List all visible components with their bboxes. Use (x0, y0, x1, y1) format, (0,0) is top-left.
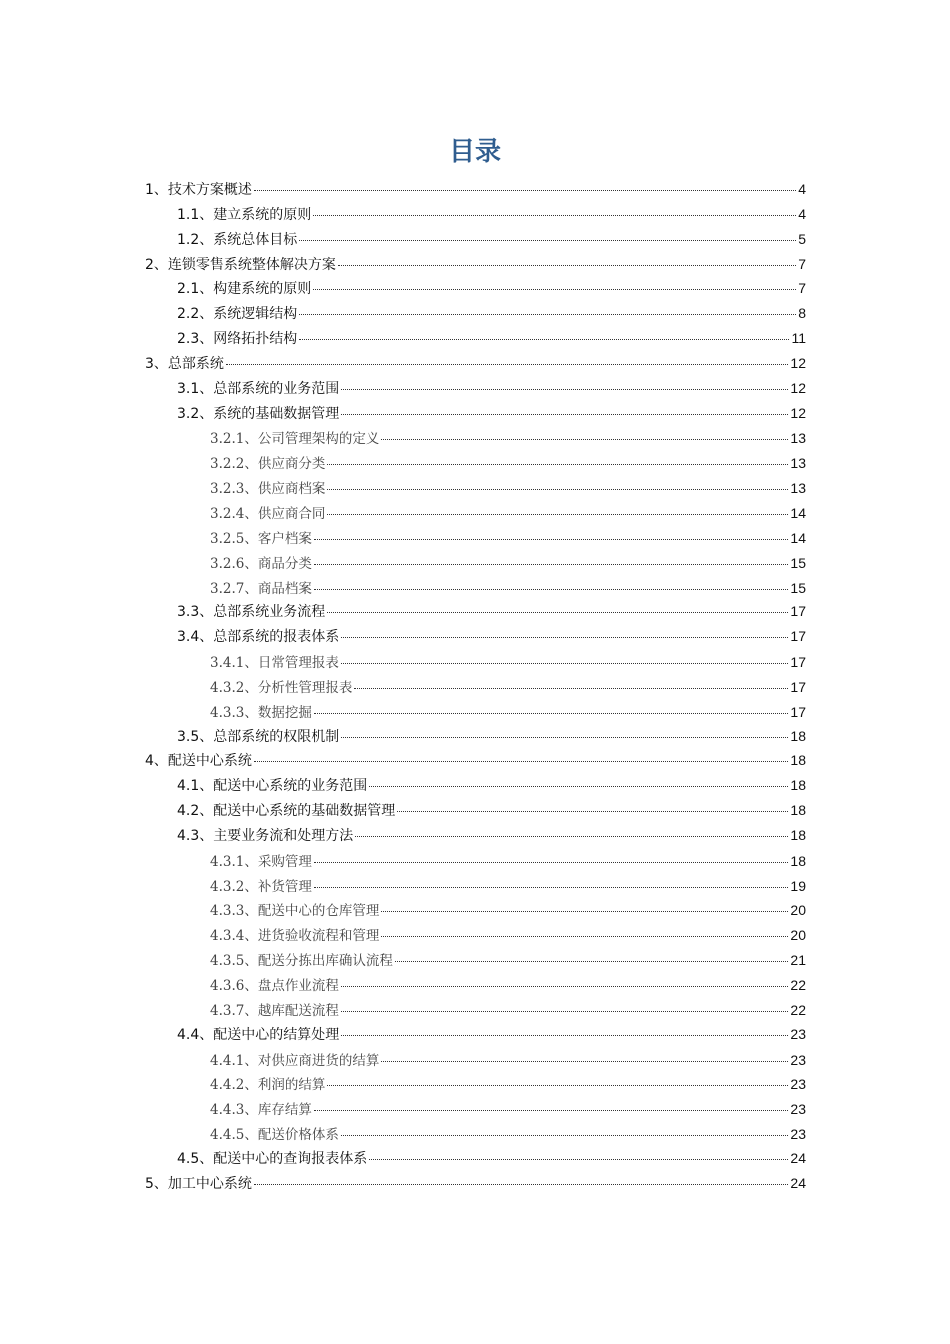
toc-entry[interactable] (145, 452, 806, 477)
toc-entry-page-number: 15 (790, 579, 806, 596)
toc-entry[interactable] (145, 974, 806, 999)
toc-dot-leader (341, 389, 788, 390)
toc-entry-page-number: 22 (790, 977, 806, 993)
toc-entry-label: 4.2、配送中心系统的基础数据管理 (177, 803, 396, 820)
toc-dot-leader (381, 439, 788, 440)
toc-dot-leader (381, 1061, 788, 1062)
toc-entry[interactable] (145, 477, 806, 502)
toc-entry[interactable] (145, 850, 806, 875)
toc-entry-page-number: 23 (790, 1051, 806, 1068)
toc-entry-label: 4.4、配送中心的结算处理 (177, 1026, 340, 1043)
toc-entry[interactable] (145, 775, 806, 800)
toc-entry-page-number: 12 (790, 379, 806, 396)
toc-entry[interactable] (145, 949, 806, 974)
toc-entry[interactable] (145, 875, 806, 900)
toc-entry-page-number: 7 (798, 255, 806, 272)
toc-entry[interactable] (145, 924, 806, 949)
toc-dot-leader (299, 240, 796, 241)
toc-dot-leader (313, 289, 796, 290)
toc-dot-leader (327, 489, 788, 490)
toc-entry-page-number: 5 (798, 230, 806, 247)
toc-dot-leader (299, 314, 796, 315)
toc-dot-leader (341, 737, 788, 738)
toc-entry-page-number: 13 (790, 455, 806, 472)
toc-entry[interactable] (145, 502, 806, 527)
toc-entry-page-number: 23 (790, 1126, 806, 1143)
toc-entry-label: 3.2.7、商品档案 (210, 580, 312, 597)
toc-dot-leader (313, 215, 796, 216)
toc-dot-leader (314, 713, 789, 714)
toc-entry[interactable] (145, 750, 806, 775)
toc-entry-page-number: 8 (798, 305, 806, 322)
toc-entry[interactable] (145, 254, 806, 279)
toc-entry[interactable] (145, 303, 806, 328)
toc-entry-label: 4.3、主要业务流和处理方法 (177, 827, 354, 844)
toc-entry-page-number: 14 (790, 529, 806, 546)
toc-entry[interactable] (145, 651, 806, 676)
toc-dot-leader (314, 887, 789, 888)
toc-dot-leader (254, 761, 789, 762)
toc-entry-page-number: 23 (790, 1076, 806, 1093)
toc-dot-leader (341, 663, 789, 664)
toc-entry-label: 4.3.3、数据挖掘 (210, 704, 312, 721)
toc-entry-page-number: 15 (790, 554, 806, 571)
toc-entry-label: 3.2.1、公司管理架构的定义 (210, 431, 380, 448)
toc-entry[interactable] (145, 577, 806, 602)
toc-entry-page-number: 24 (790, 1174, 806, 1191)
toc-entry[interactable] (145, 1098, 806, 1123)
toc-entry-page-number: 18 (790, 727, 806, 744)
toc-entry-label: 4.3.7、越库配送流程 (210, 1002, 339, 1019)
toc-dot-leader (314, 862, 789, 863)
toc-entry-page-number: 4 (798, 181, 806, 197)
toc-entry-label: 4、配送中心系统 (145, 753, 252, 770)
toc-entry-page-number: 18 (790, 852, 806, 869)
toc-entry-page-number: 7 (798, 280, 806, 297)
toc-entry-page-number: 20 (790, 902, 806, 919)
toc-entry[interactable] (145, 328, 806, 353)
toc-dot-leader (341, 1011, 789, 1012)
toc-entry[interactable] (145, 278, 806, 303)
toc-entry-page-number: 20 (790, 927, 806, 944)
toc-dot-leader (397, 811, 788, 812)
toc-entry-label: 3.5、总部系统的权限机制 (177, 728, 340, 745)
toc-dot-leader (395, 961, 789, 962)
toc-dot-leader (254, 1184, 789, 1185)
toc-entry-label: 4.3.6、盘点作业流程 (210, 978, 339, 994)
toc-entry-label: 3、总部系统 (145, 355, 224, 372)
toc-entry-label: 3.3、总部系统业务流程 (177, 604, 326, 621)
toc-entry-label: 2.2、系统逻辑结构 (177, 306, 298, 323)
toc-entry-page-number: 17 (790, 654, 806, 671)
toc-entry-page-number: 17 (790, 678, 806, 695)
toc-entry-page-number: 12 (790, 404, 806, 421)
toc-dot-leader (354, 688, 788, 689)
toc-entry-label: 4.4.1、对供应商进货的结算 (210, 1052, 380, 1069)
toc-entry-label: 2、连锁零售系统整体解决方案 (145, 256, 336, 273)
toc-dot-leader (341, 1135, 789, 1136)
toc-entry[interactable] (145, 676, 806, 701)
toc-entry[interactable] (145, 1024, 806, 1049)
toc-entry-page-number: 13 (790, 430, 806, 447)
toc-dot-leader (327, 464, 788, 465)
toc-entry-page-number: 17 (790, 703, 806, 720)
toc-entry[interactable] (145, 1123, 806, 1148)
toc-entry[interactable] (145, 800, 806, 825)
toc-entry-label: 4.3.3、配送中心的仓库管理 (210, 903, 380, 920)
toc-entry-label: 1、技术方案概述 (145, 182, 252, 198)
toc-dot-leader (381, 911, 788, 912)
toc-entry[interactable] (145, 403, 806, 428)
toc-dot-leader (369, 1159, 788, 1160)
toc-entry-page-number: 23 (790, 1025, 806, 1042)
toc-entry-label: 3.2、系统的基础数据管理 (177, 405, 340, 422)
toc-entry-page-number: 22 (790, 1001, 806, 1018)
toc-entry-page-number: 23 (790, 1101, 806, 1118)
toc-dot-leader (381, 936, 788, 937)
toc-dot-leader (341, 1035, 788, 1036)
toc-entry-label: 3.2.3、供应商档案 (210, 481, 326, 498)
toc-entry-label: 1.2、系统总体目标 (177, 231, 298, 248)
table-of-contents (145, 179, 806, 1198)
toc-dot-leader (314, 589, 789, 590)
toc-dot-leader (314, 1110, 789, 1111)
toc-entry[interactable] (145, 378, 806, 403)
toc-entry[interactable] (145, 999, 806, 1024)
toc-entry[interactable] (145, 427, 806, 452)
toc-entry-label: 3.2.6、商品分类 (210, 555, 312, 572)
toc-entry-label: 4.4.3、库存结算 (210, 1102, 312, 1119)
toc-entry-label: 3.4.1、日常管理报表 (210, 655, 339, 672)
toc-entry[interactable] (145, 353, 806, 378)
toc-dot-leader (327, 514, 788, 515)
toc-entry-page-number: 19 (790, 877, 806, 894)
toc-entry-page-number: 18 (790, 802, 806, 819)
toc-dot-leader (341, 986, 789, 987)
toc-entry-page-number: 18 (790, 826, 806, 843)
toc-entry-page-number: 24 (790, 1149, 806, 1166)
toc-entry[interactable] (145, 1049, 806, 1074)
toc-entry[interactable] (145, 726, 806, 751)
toc-entry-label: 3.1、总部系统的业务范围 (177, 380, 340, 397)
toc-entry-page-number: 14 (790, 504, 806, 521)
toc-dot-leader (254, 190, 796, 191)
toc-entry[interactable] (145, 179, 806, 204)
toc-entry[interactable] (145, 1073, 806, 1098)
toc-entry[interactable] (145, 552, 806, 577)
toc-dot-leader (369, 786, 788, 787)
toc-entry[interactable] (145, 204, 806, 229)
toc-entry-label: 4.3.1、采购管理 (210, 853, 312, 870)
toc-entry[interactable] (145, 229, 806, 254)
toc-entry-label: 4.4.5、配送价格体系 (210, 1127, 339, 1144)
toc-entry-page-number: 21 (790, 952, 806, 969)
toc-entry[interactable] (145, 601, 806, 626)
toc-entry-label: 3.2.4、供应商合同 (210, 505, 326, 522)
toc-dot-leader (338, 265, 796, 266)
toc-entry-label: 2.3、网络拓扑结构 (177, 331, 298, 348)
toc-dot-leader (299, 339, 789, 340)
toc-entry-label: 4.3.2、补货管理 (210, 878, 312, 895)
toc-entry-label: 2.1、构建系统的原则 (177, 281, 312, 298)
toc-entry[interactable] (145, 825, 806, 850)
toc-title: 目录 (448, 137, 501, 167)
toc-entry-page-number: 13 (790, 480, 806, 497)
toc-entry-label: 5、加工中心系统 (145, 1175, 252, 1192)
toc-entry[interactable] (145, 899, 806, 924)
toc-entry-label: 1.1、建立系统的原则 (177, 206, 312, 223)
toc-dot-leader (327, 612, 788, 613)
toc-dot-leader (341, 414, 788, 415)
toc-dot-leader (355, 836, 788, 837)
toc-dot-leader (314, 564, 789, 565)
toc-entry[interactable] (145, 701, 806, 726)
toc-entry-label: 4.3.4、进货验收流程和管理 (210, 928, 380, 945)
toc-entry[interactable] (145, 626, 806, 651)
toc-dot-leader (226, 364, 789, 365)
toc-dot-leader (341, 637, 788, 638)
toc-entry-label: 4.3.5、配送分拣出库确认流程 (210, 953, 393, 970)
toc-entry-label: 4.5、配送中心的查询报表体系 (177, 1150, 368, 1167)
toc-entry-page-number: 18 (790, 777, 806, 794)
toc-entry-page-number: 18 (790, 752, 806, 769)
toc-entry-label: 3.2.2、供应商分类 (210, 456, 326, 473)
toc-entry-page-number: 11 (791, 330, 806, 347)
toc-entry-page-number: 4 (798, 205, 806, 222)
toc-entry-label: 3.4、总部系统的报表体系 (177, 629, 340, 646)
toc-entry-page-number: 17 (790, 603, 806, 620)
toc-entry-label: 4.3.2、分析性管理报表 (210, 679, 353, 696)
toc-entry-label: 4.1、配送中心系统的业务范围 (177, 778, 368, 795)
toc-dot-leader (314, 539, 789, 540)
toc-entry-label: 4.4.2、利润的结算 (210, 1077, 326, 1094)
toc-entry-page-number: 17 (790, 628, 806, 645)
toc-entry[interactable] (145, 1173, 806, 1198)
toc-entry-label: 3.2.5、客户档案 (210, 530, 312, 547)
toc-entry[interactable] (145, 1148, 806, 1173)
toc-entry[interactable] (145, 527, 806, 552)
toc-dot-leader (327, 1085, 788, 1086)
toc-entry-page-number: 12 (790, 354, 806, 371)
